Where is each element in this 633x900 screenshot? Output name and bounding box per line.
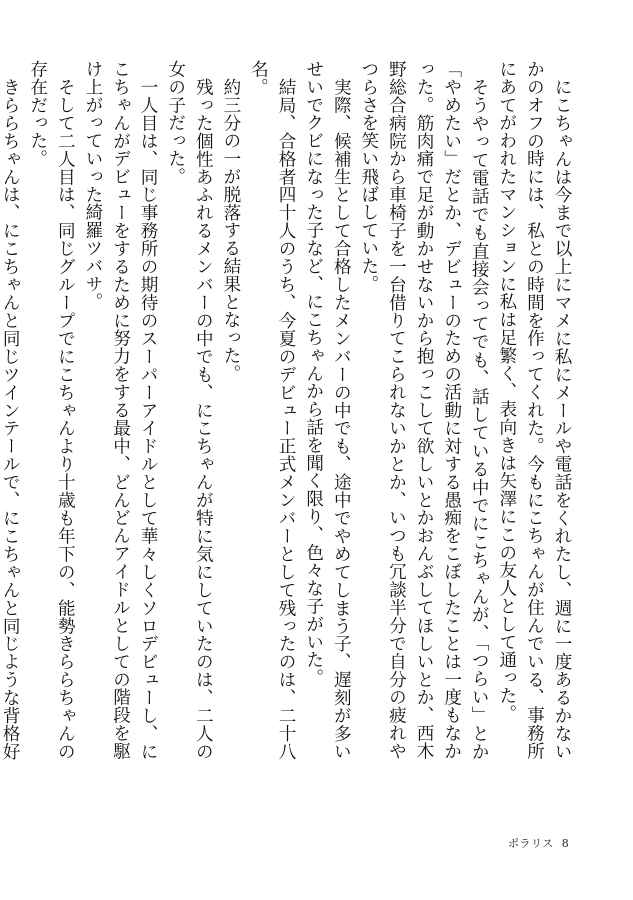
paragraph: 一人目は、同じ事務所の期待のスーパーアイドルとして華々しくソロデビューし、にこちゃんがデビューをするために努力をする最中、どんどんアイドルとしての階段を駆け上がっていった綺羅ツバサ。 xyxy=(82,60,159,760)
paragraph: きららちゃんは、にこちゃんと同じツインテールで、にこちゃんと同じような背格好 xyxy=(0,77,21,760)
paragraph: 残った個性あふれるメンバーの中でも、にこちゃんが特に気にしていたのは、二人の女の子だった。 xyxy=(165,60,214,760)
paragraph: そうやって電話でも直接会ってでも、話している中でにこちゃんが、「つらい」とか「やめたい」だとか、デビューのための活動に対する愚痴をこぼしたことは一度もなかった。筋肉痛で足が動かせないから抱っこして欲しいとかおんぶしてほしいとか、西木野総合病院から車椅子を一台借りてこられないかとか、いつも冗談半分で自分の疲れやつらさを笑い飛ばしていた。 xyxy=(358,60,490,760)
paragraph: にこちゃんは今まで以上にマメに私にメールや電話をくれたし、週に一度あるかないかのオフの時には、私との時間を作ってくれた。今もにこちゃんが住んでいる、事務所にあてがわれたマンションに私は足繁く、表向きは矢澤にこの友人として通った。 xyxy=(496,60,572,760)
book-title: ポラリス xyxy=(508,837,554,850)
vertical-text-body xyxy=(0,60,575,760)
page-footer xyxy=(508,835,569,851)
paragraph: 約三分の一が脱落する結果となった。 xyxy=(220,77,241,382)
paragraph: 実際、候補生として合格したメンバーの中でも、途中でやめてしまう子、遅刻が多いせいでクビになった子など、にこちゃんから話を聞く限り、色々な子がいた。 xyxy=(303,60,352,760)
page-number: 8 xyxy=(561,837,570,850)
paragraph: 結局、合格者四十人のうち、今夏のデビュー正式メンバーとして残ったのは、二十八名。 xyxy=(248,60,297,760)
paragraph: そして二人目は、同じグループでにこちゃんより十歳も年下の、能勢きららちゃんの存在だった。 xyxy=(27,60,76,760)
